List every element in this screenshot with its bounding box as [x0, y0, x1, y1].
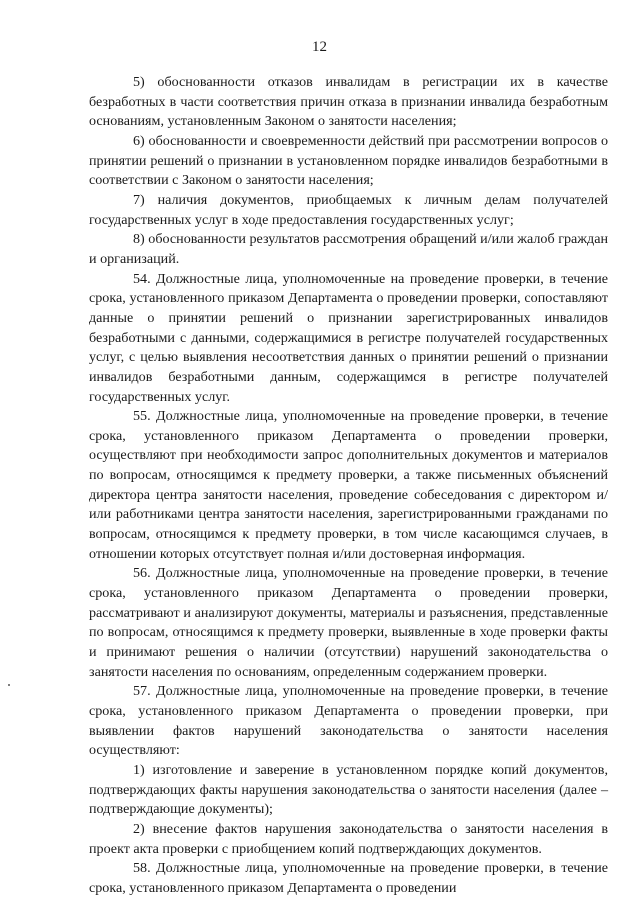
paragraph-57-item-1: 1) изготовление и заверение в установленном порядке копий документов, подтверждающих факты нарушения законодательства о занятости населения (далее – подтверждающие документы); [89, 761, 608, 818]
paragraph-54: 54. Должностные лица, уполномоченные на проведение проверки, в течение срока, установленного приказом Департамента о проведении проверки, сопоставляют данные о принятии решений о признании зарегистрированных инвалидов безработными с данными, содержащимися в регистре получателей государственных услуг, с целью выявления несоответствия данных о принятии решений о признании инвалидов безработными данным, содержащимся в регистре получателей государственных услуг. [89, 270, 608, 405]
paragraph-item-6: 6) обоснованности и своевременности действий при рассмотрении вопросов о принятии решений о признании в установленном порядке инвалидов безработными в соответствии с Законом о занятости населения; [89, 132, 608, 189]
paragraph-55: 55. Должностные лица, уполномоченные на проведение проверки, в течение срока, установленного приказом Департамента о проведении проверки, осуществляют при необходимости запрос дополнительных документов и материалов по вопросам, относящимся к предмету проверки, а также письменных объяснений директора центра занятости населения, проведение собеседования с директором и/или работниками центра занятости населения, зарегистрированными гражданами по вопросам, относящимся к предмету проверки, в том числе касающимся случаев, в отношении которых отсутствует полная и/или достоверная информация. [89, 408, 608, 562]
paragraph-item-7: 7) наличия документов, приобщаемых к личным делам получателей государственных услуг в ходе предоставления государственных услуг; [89, 191, 608, 228]
paragraph-item-8: 8) обоснованности результатов рассмотрения обращений и/или жалоб граждан и организаций. [89, 231, 608, 267]
paragraph-58: 58. Должностные лица, уполномоченные на проведение проверки, в течение срока, установленного приказом Департамента о проведении [89, 860, 608, 896]
paragraph-56: 56. Должностные лица, уполномоченные на проведение проверки, в течение срока, установленного приказом Департамента о проведении проверки, рассматривают и анализируют документы, материалы и разъяснения, представленные по вопросам, относящимся к предмету проверки, выявленные в ходе проверки факты и принимают решения о наличии (отсутствии) нарушений законодательства о занятости населения по основаниям, определенным содержанием проверки. [89, 565, 608, 680]
page-number: 12 [312, 39, 327, 55]
paragraph-item-5: 5) обоснованности отказов инвалидам в регистрации их в качестве безработных в части соответствия причин отказа в признании инвалида безработным основаниям, установленным Законом о занятости населения; [89, 74, 608, 130]
document-body [89, 73, 608, 899]
paragraph-57: 57. Должностные лица, уполномоченные на проведение проверки, в течение срока, установленного приказом Департамента о проведении проверки, при выявлении фактов нарушений законодательства о занятости населения осуществляют: [89, 683, 608, 759]
paragraph-57-item-2: 2) внесение фактов нарушения законодательства о занятости населения в проект акта проверки с приобщением копий подтверждающих документов. [89, 820, 608, 857]
scan-speck [8, 684, 10, 686]
